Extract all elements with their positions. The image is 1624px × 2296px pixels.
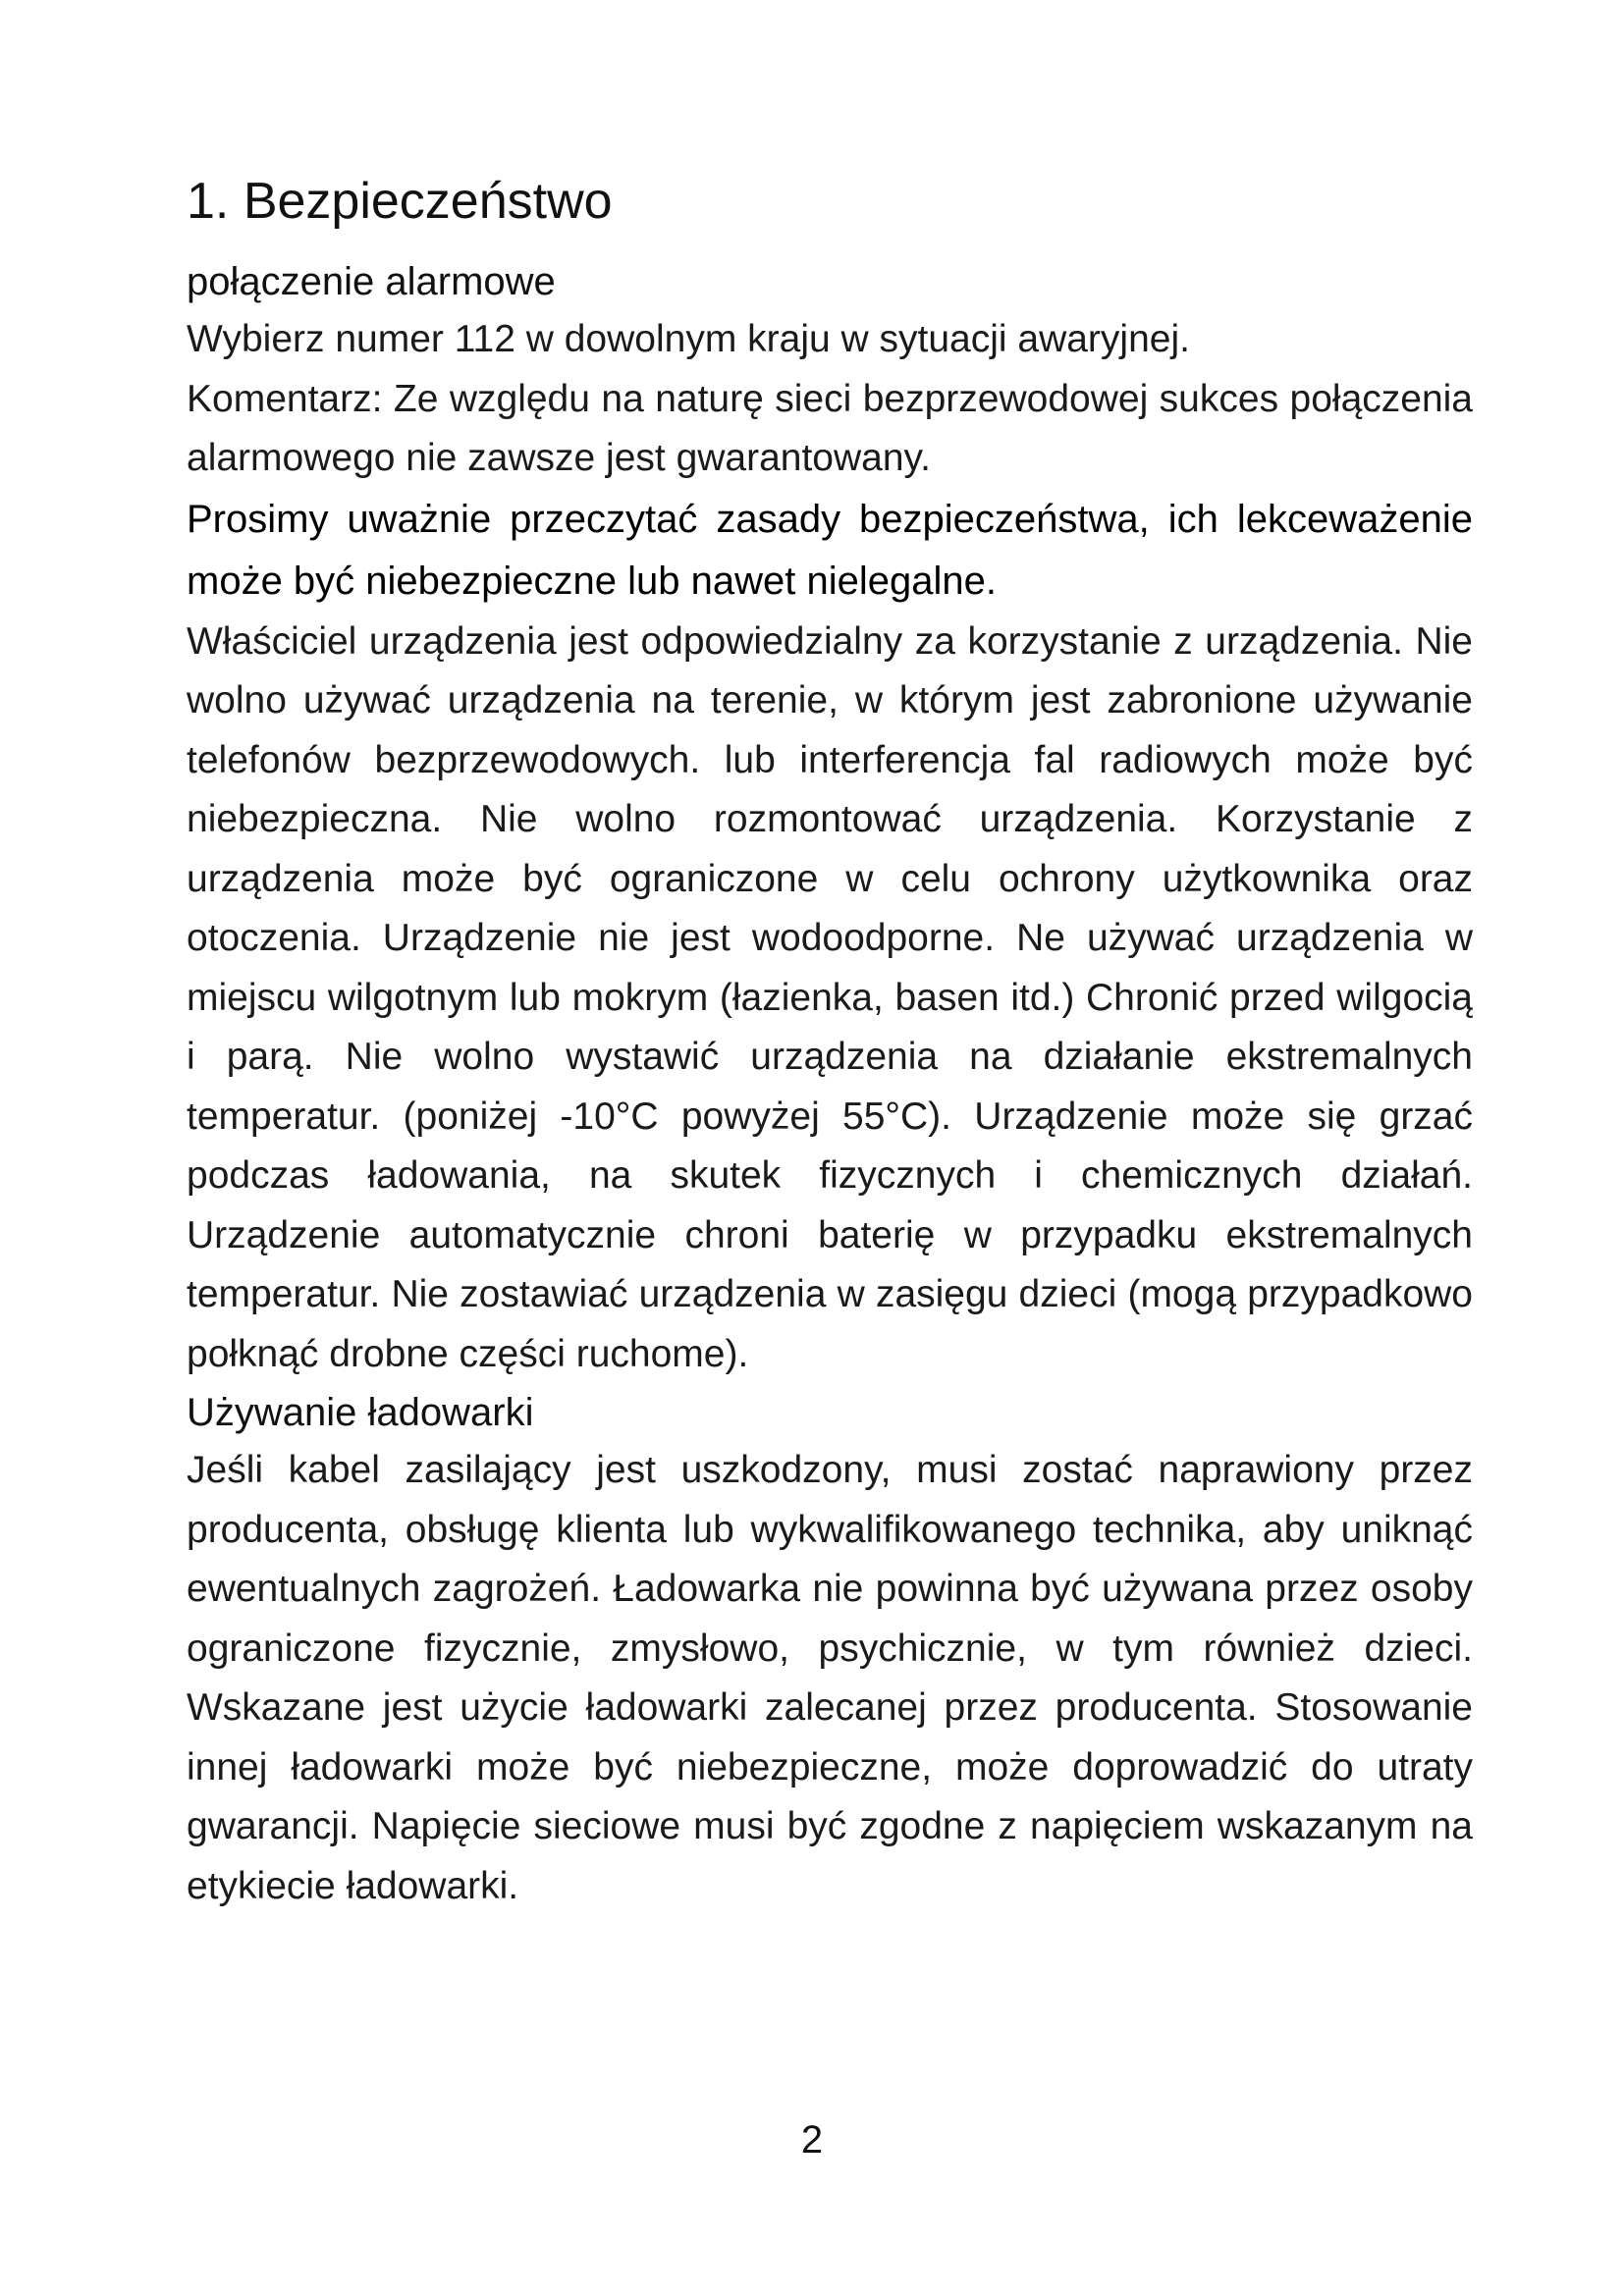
safety-warning: Prosimy uważnie przeczytać zasady bezpieczeństwa, ich lekceważenie może być niebezpieczne lub nawet nielegalne. xyxy=(187,497,1473,603)
emergency-number-text: Wybierz numer 112 w dowolnym kraju w sytuacji awaryjnej. xyxy=(187,318,1190,360)
emergency-heading: połączenie alarmowe xyxy=(187,260,556,303)
owner-responsibility-paragraph: Właściciel urządzenia jest odpowiedzialny za korzystanie z urządzenia. Nie wolno używać urządzenia na terenie, w którym jest zabronione używanie telefonów bezprzewodowych. lub interferencja fal radiowych może być niebezpieczna. Nie wolno rozmontować urządzenia. Korzystanie z urządzenia może być ograniczone w celu ochrony użytkownika oraz otoczenia. Urządzenie nie jest wodoodporne. Ne używać urządzenia w miejscu wilgotnym lub mokrym (łazienka, basen itd.) Chronić przed wilgocią i parą. Nie wolno wystawić urządzenia na działanie ekstremalnych temperatur. (poniżej -10°C powyżej 55°C). Urządzenie może się grzać podczas ładowania, na skutek fizycznych i chemicznych działań. Urządzenie automatycznie chroni baterię w przypadku ekstremalnych temperatur. Nie zostawiać urządzenia w zasięgu dzieci (mogą przypadkowo połknąć drobne części ruchome). xyxy=(187,619,1473,1375)
section-title: 1. Bezpieczeństwo xyxy=(187,173,613,230)
document-page xyxy=(187,167,1473,1916)
page-number: 2 xyxy=(800,2118,824,2162)
charger-heading: Używanie ładowarki xyxy=(187,1391,534,1434)
charger-paragraph: Jeśli kabel zasilający jest uszkodzony, musi zostać naprawiony przez producenta, obsługę klienta lub wykwalifikowanego technika, aby uniknąć ewentualnych zagrożeń. Ładowarka nie powinna być używana przez osoby ograniczone fizycznie, zmysłowo, psychicznie, w tym również dzieci. Wskazane jest użycie ładowarki zalecanej przez producenta. Stosowanie innej ładowarki może być niebezpieczne, może doprowadzić do utraty gwarancji. Napięcie sieciowe musi być zgodne z napięciem wskazanym na etykiecie ładowarki. xyxy=(187,1449,1473,1907)
emergency-comment: Komentarz: Ze względu na naturę sieci bezprzewodowej sukces połączenia alarmowego nie zawsze jest gwarantowany. xyxy=(187,377,1473,479)
